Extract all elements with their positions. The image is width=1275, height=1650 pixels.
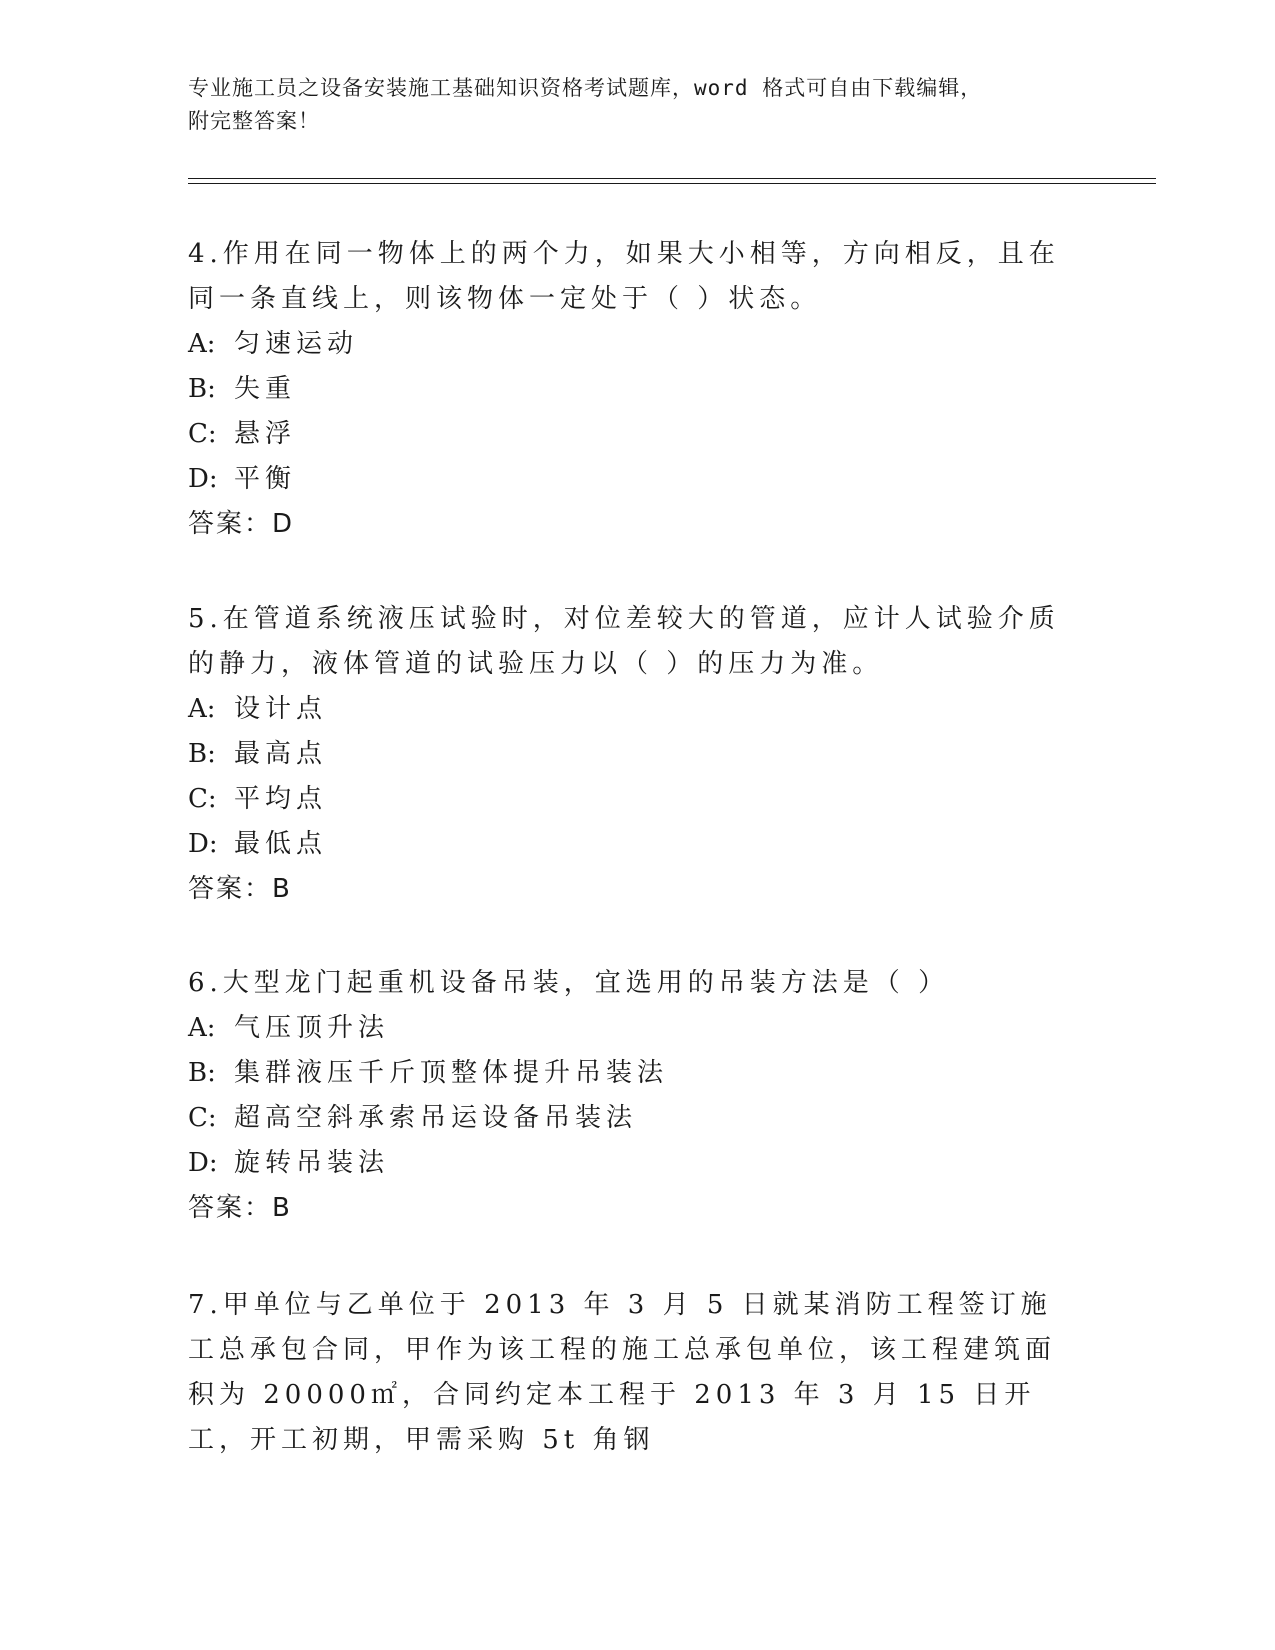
question-4 — [188, 232, 1088, 547]
option-text: 旋转吊装法 — [234, 1148, 390, 1178]
option-b — [188, 732, 1088, 777]
question-text: 4.作用在同一物体上的两个力，如果大小相等，方向相反，且在同一条直线上，则该物体一定处于（ ）状态。 — [188, 239, 1060, 314]
question-5 — [188, 597, 1088, 912]
header-divider-bottom — [188, 183, 1156, 184]
question-text: 5.在管道系统液压试验时，对位差较大的管道，应计人试验介质的静力，液体管道的试验压力以（ ）的压力为准。 — [188, 604, 1060, 679]
option-text: 气压顶升法 — [234, 1013, 390, 1043]
document-header — [188, 72, 1088, 138]
option-letter: C: — [188, 419, 217, 449]
option-letter: D: — [188, 829, 218, 859]
question-text: 6.大型龙门起重机设备吊装，宜选用的吊装方法是（ ） — [188, 968, 950, 998]
option-text: 失重 — [234, 374, 297, 404]
option-letter: D: — [188, 1148, 218, 1178]
answer: 答案：D — [188, 509, 295, 539]
option-text: 集群液压千斤顶整体提升吊装法 — [234, 1058, 669, 1088]
question-6 — [188, 961, 1088, 1231]
option-letter: A: — [188, 1013, 216, 1043]
answer: 答案：B — [188, 874, 292, 904]
option-text: 平均点 — [234, 784, 328, 814]
option-c — [188, 1096, 1088, 1141]
option-text: 最高点 — [234, 739, 328, 769]
option-c — [188, 777, 1088, 822]
option-letter: B: — [188, 374, 216, 404]
option-d — [188, 822, 1088, 867]
header-divider-top — [188, 178, 1156, 179]
option-letter: D: — [188, 464, 218, 494]
option-text: 匀速运动 — [234, 329, 359, 359]
option-a — [188, 322, 1088, 367]
question-7 — [188, 1283, 1058, 1463]
option-letter: A: — [188, 329, 216, 359]
option-text: 超高空斜承索吊运设备吊装法 — [234, 1103, 638, 1133]
option-d — [188, 1141, 1088, 1186]
option-text: 设计点 — [234, 694, 328, 724]
option-letter: B: — [188, 1058, 216, 1088]
option-d — [188, 457, 1088, 502]
question-text: 7.甲单位与乙单位于 2013 年 3 月 5 日就某消防工程签订施工总承包合同，甲作为该工程的施工总承包单位，该工程建筑面积为 20000㎡，合同约定本工程于 2013 年 3 月 15 日开工，开工初期，甲需采购 5t 角钢 — [188, 1290, 1057, 1455]
option-a — [188, 687, 1088, 732]
option-text: 最低点 — [234, 829, 328, 859]
header-line-1: 专业施工员之设备安装施工基础知识资格考试题库，word 格式可自由下载编辑， — [188, 76, 983, 100]
option-text: 悬浮 — [234, 419, 297, 449]
option-letter: B: — [188, 739, 216, 769]
option-b — [188, 367, 1088, 412]
option-text: 平衡 — [234, 464, 297, 494]
option-a — [188, 1006, 1088, 1051]
option-b — [188, 1051, 1088, 1096]
option-letter: A: — [188, 694, 216, 724]
answer: 答案：B — [188, 1193, 292, 1223]
option-letter: C: — [188, 1103, 217, 1133]
option-letter: C: — [188, 784, 217, 814]
header-line-2: 附完整答案！ — [188, 109, 320, 133]
option-c — [188, 412, 1088, 457]
